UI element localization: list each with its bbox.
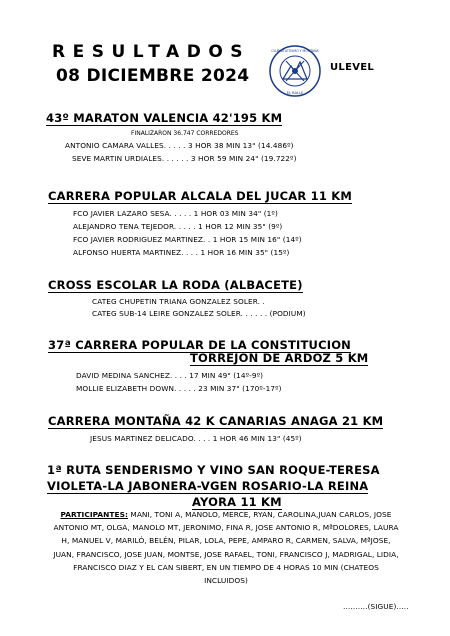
participants-paragraph <box>51 508 401 587</box>
section-heading-2: VIOLETA-LA JABONERA-VGEN ROSARIO-LA REINA <box>47 479 369 493</box>
result-row: MOLLIE ELIZABETH DOWN. . . . . 23 MIN 37" (170º-17º) <box>76 384 282 393</box>
participants-label: PARTICIPANTES: <box>60 510 128 519</box>
result-row: ALEJANDRO TENA TEJEDOR. . . . . 1 HOR 12 MIN 35" (9º) <box>73 222 283 231</box>
result-row: FCO JAVIER LAZARO SESA. . . . . 1 HOR 03 MIN 34" (1º) <box>73 209 278 218</box>
document-title: RESULTADOS <box>52 42 251 62</box>
brand-text: ULEVEL <box>330 62 375 73</box>
section-subtitle: FINALIZARON 36.747 CORREDORES <box>131 130 239 137</box>
logo-text-bottom: EL BALLE <box>286 91 304 95</box>
continued-note: ……….(SIGUE)….. <box>343 602 409 611</box>
result-row: CATEG CHUPETIN TRIANA GONZALEZ SOLER. . <box>92 297 265 306</box>
club-logo-icon <box>268 44 322 98</box>
section-heading: CARRERA MONTAÑA 42 K CANARIAS ANAGA 21 KM <box>48 414 384 428</box>
section-heading: 43º MARATON VALENCIA 42'195 KM <box>46 111 283 125</box>
participants-list: MANI, TONI A, MANOLO, MERCE, RYAN, CAROLINA,JUAN CARLOS, JOSE ANTONIO MT, OLGA, MANOLO MT, JERONIMO, FINA R, JOSE ANTONIO R, MªDOLORES, LAURA H, MANUEL V, MARILÓ, BELÉN, PILAR, LOLA, PEPE, AMPARO R, CARMEN, SALVA, MªJOSE, JUAN, FRANCISCO, JOSE JUAN, MONTSE, JOSE RAFAEL, TONI, FRANCISCO J, MADRIGAL, LIDIA, FRANCISCO DIAZ Y EL CAN SIBERT, EN UN TIEMPO DE 4 HORAS 10 MIN (CHATEOS INCLUIDOS) <box>53 510 399 586</box>
document-date: 08 DICIEMBRE 2024 <box>56 66 250 86</box>
result-row: SEVE MARTIN URDIALES. . . . . . 3 HOR 59 MIN 24" (19.722º) <box>72 154 297 163</box>
section-heading: CROSS ESCOLAR LA RODA (ALBACETE) <box>48 278 303 292</box>
section-heading: 1ª RUTA SENDERISMO Y VINO SAN ROQUE-TERESA <box>47 463 380 477</box>
result-row: DAVID MEDINA SANCHEZ. . . . 17 MIN 49" (14º-9º) <box>76 371 264 380</box>
section-heading-3: AYORA 11 KM <box>192 495 282 509</box>
logo-text-top: CLUB ATLETISMO Y MONTAÑA <box>271 49 319 53</box>
section-heading: 37ª CARRERA POPULAR DE LA CONSTITUCION <box>48 338 352 352</box>
section-heading: CARRERA POPULAR ALCALA DEL JUCAR 11 KM <box>48 189 353 203</box>
result-row: FCO JAVIER RODRIGUEZ MARTINEZ. . 1 HOR 15 MIN 16" (14º) <box>73 235 302 244</box>
result-row: ANTONIO CAMARA VALLES. . . . . 3 HOR 38 MIN 13" (14.486º) <box>65 141 294 150</box>
result-row: JESUS MARTINEZ DELICADO. . . . 1 HOR 46 MIN 13" (45º) <box>90 434 302 443</box>
section-heading-2: TORREJON DE ARDOZ 5 KM <box>190 351 369 365</box>
result-row: ALFONSO HUERTA MARTINEZ. . . . 1 HOR 16 MIN 35" (15º) <box>73 248 290 257</box>
result-row: CATEG SUB-14 LEIRE GONZALEZ SOLER. . . . . . (PODIUM) <box>92 309 306 318</box>
